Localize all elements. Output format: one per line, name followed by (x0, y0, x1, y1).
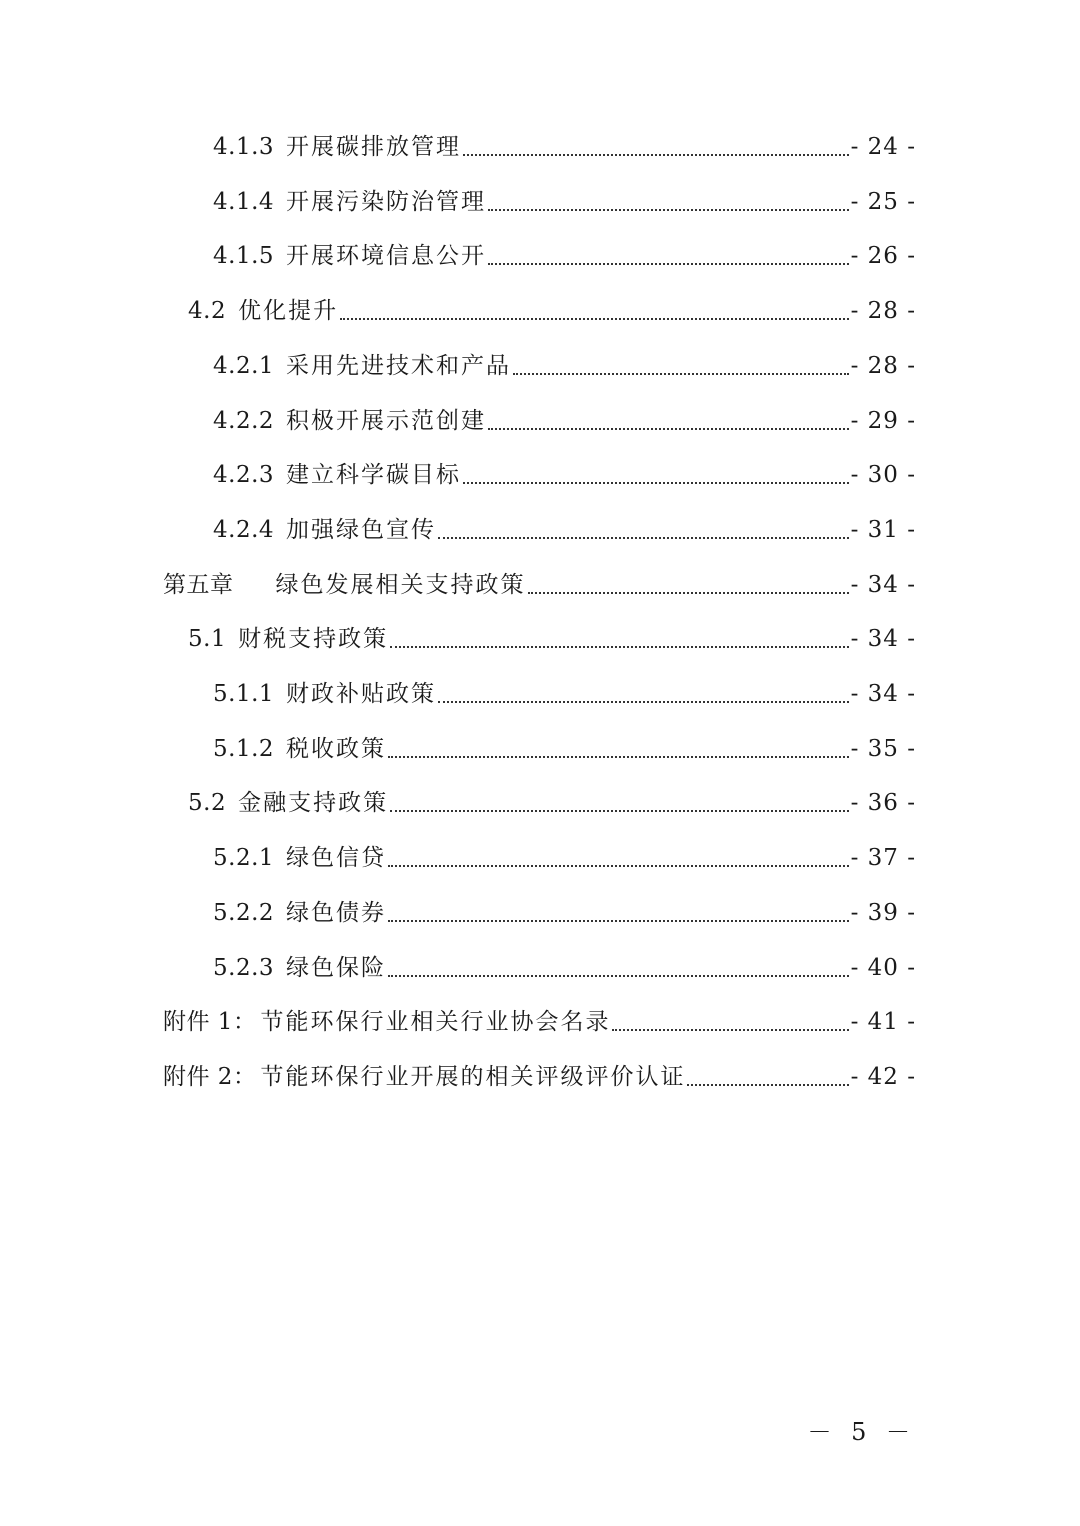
toc-entry-number: 5.1.1 (213, 681, 275, 707)
toc-entry[interactable] (188, 783, 916, 823)
toc-entry-title: 绿色信贷 (286, 845, 387, 872)
toc-entry-number: 附件 1： (163, 1009, 257, 1036)
toc-entry-title: 开展污染防治管理 (286, 188, 487, 215)
toc-entry[interactable] (213, 893, 916, 933)
toc-dot-leader (388, 756, 849, 758)
toc-entry-number: 5.2 (188, 790, 227, 817)
toc-dot-leader (388, 865, 849, 867)
toc-entry-title: 加强绿色宣传 (286, 516, 437, 543)
toc-entry-title: 税收政策 (286, 735, 387, 762)
toc-entry[interactable] (213, 182, 916, 222)
toc-entry-number: 5.2.2 (213, 899, 275, 926)
toc-entry-title: 积极开展示范创建 (286, 407, 487, 434)
toc-entry[interactable] (213, 729, 916, 769)
toc-dot-leader (687, 1084, 848, 1086)
toc-dot-leader (388, 920, 849, 922)
toc-entry-page: - 41 - (850, 1009, 916, 1036)
toc-entry-page: - 26 - (850, 243, 916, 270)
toc-entry-page: - 36 - (850, 790, 916, 817)
toc-dot-leader (488, 209, 849, 211)
toc-dot-leader (528, 592, 849, 594)
toc-entry[interactable] (213, 455, 916, 495)
toc-dot-leader (488, 428, 849, 430)
toc-entry-title: 财税支持政策 (238, 626, 389, 653)
toc-entry[interactable] (163, 565, 916, 605)
toc-entry-number: 4.2 (188, 298, 227, 325)
toc-entry-number: 4.1.5 (213, 243, 275, 270)
toc-dot-leader (488, 263, 849, 265)
toc-entry-page: - 24 - (850, 134, 916, 160)
toc-entry-title: 财政补贴政策 (286, 681, 437, 707)
toc-entry[interactable] (213, 510, 916, 550)
toc-entry-page: - 39 - (850, 899, 916, 926)
toc-entry-page: - 35 - (850, 735, 916, 762)
toc-dot-leader (463, 154, 849, 156)
toc-entry-page: - 34 - (850, 681, 916, 707)
toc-entry-title: 优化提升 (238, 298, 339, 325)
toc-entry-number: 4.1.3 (213, 134, 275, 160)
toc-dot-leader (438, 701, 849, 703)
toc-dot-leader (390, 646, 848, 648)
toc-entry-number: 4.2.1 (213, 352, 275, 379)
toc-dot-leader (513, 373, 849, 375)
toc-dot-leader (340, 318, 848, 320)
toc-entry-page: - 28 - (850, 352, 916, 379)
toc-entry-page: - 37 - (850, 845, 916, 872)
toc-entry-page: - 34 - (850, 571, 916, 598)
toc-entry-page: - 30 - (850, 462, 916, 489)
toc-entry[interactable] (213, 127, 916, 167)
toc-entry-title: 节能环保行业开展的相关评级评价认证 (260, 1063, 686, 1090)
toc-entry[interactable] (213, 401, 916, 441)
toc-entry-number: 附件 2： (163, 1063, 257, 1090)
toc-entry-title: 绿色债券 (286, 899, 387, 926)
toc-entry[interactable] (163, 1002, 916, 1042)
toc-entry-number: 5.2.3 (213, 954, 275, 981)
toc-entry-title: 采用先进技术和产品 (286, 352, 512, 379)
toc-entry-title: 开展环境信息公开 (286, 243, 487, 270)
toc-entry-title: 开展碳排放管理 (286, 134, 462, 160)
toc-entry[interactable] (188, 619, 916, 659)
toc-entry[interactable] (213, 346, 916, 386)
toc-entry-page: - 34 - (850, 626, 916, 653)
toc-dot-leader (438, 537, 849, 539)
toc-entry[interactable] (213, 948, 916, 988)
toc-entry-title: 节能环保行业相关行业协会名录 (260, 1009, 611, 1036)
toc-entry-number: 4.1.4 (213, 188, 275, 215)
toc-entry-number: 5.1.2 (213, 735, 275, 762)
toc-dot-leader (463, 482, 849, 484)
toc-dot-leader (612, 1029, 848, 1031)
toc-entry-number: 5.1 (188, 626, 227, 653)
toc-dot-leader (390, 810, 848, 812)
toc-entry-number: 5.2.1 (213, 845, 275, 872)
toc-entry-title: 绿色发展相关支持政策 (275, 571, 526, 598)
toc-entry-number: 第五章 (163, 571, 234, 598)
toc-entry-number: 4.2.2 (213, 407, 275, 434)
toc-entry[interactable] (213, 838, 916, 878)
toc-entry-page: - 25 - (850, 188, 916, 215)
toc-dot-leader (388, 975, 849, 977)
toc-entry-page: - 28 - (850, 298, 916, 325)
toc-entry-page: - 31 - (850, 516, 916, 543)
toc-entry[interactable] (213, 674, 916, 714)
toc-entry-number: 4.2.3 (213, 462, 275, 489)
toc-entry-page: - 29 - (850, 407, 916, 434)
toc-entry-number: 4.2.4 (213, 516, 275, 543)
toc-entry-title: 金融支持政策 (238, 790, 389, 817)
toc-entry-page: - 42 - (850, 1063, 916, 1090)
toc-entry[interactable] (188, 291, 916, 331)
toc-entry-title: 绿色保险 (286, 954, 387, 981)
toc-entry-title: 建立科学碳目标 (286, 462, 462, 489)
page-number: － 5 － (807, 1418, 916, 1446)
toc-entry[interactable] (163, 1057, 916, 1097)
toc-entry-page: - 40 - (850, 954, 916, 981)
toc-entry[interactable] (213, 236, 916, 276)
